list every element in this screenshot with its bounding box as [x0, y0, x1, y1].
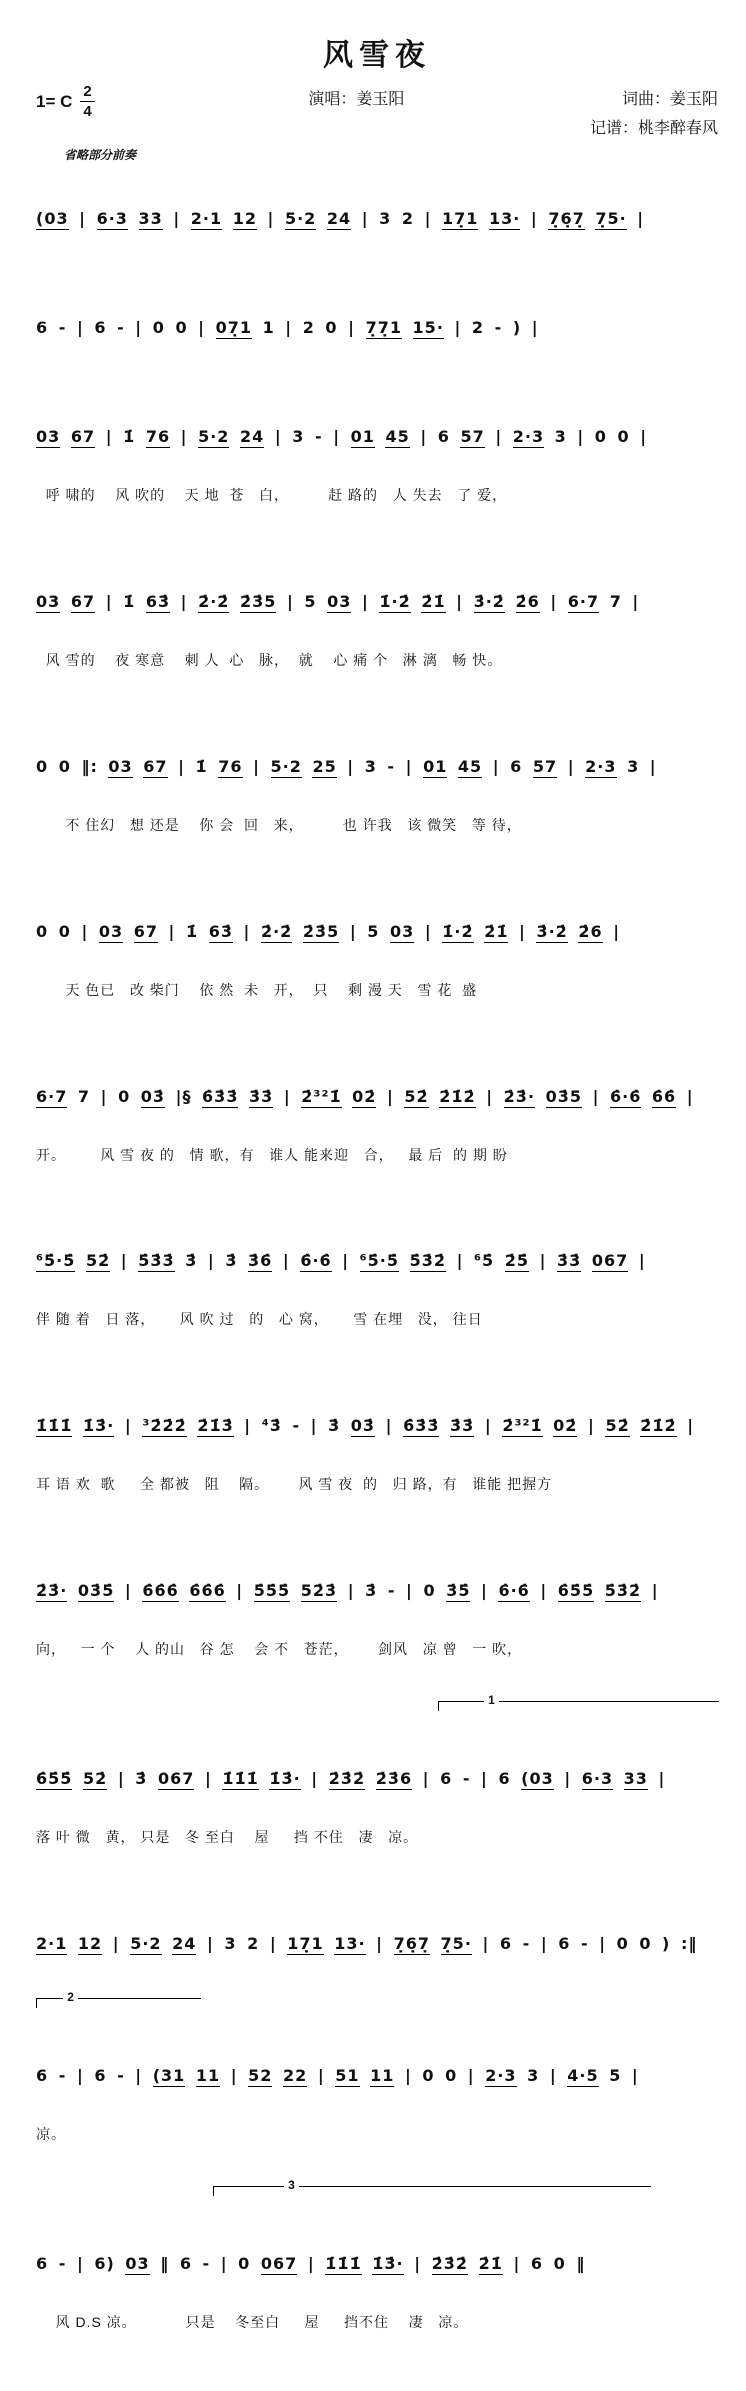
volta-number-3: 3	[284, 2178, 299, 2192]
time-signature-denominator: 4	[83, 103, 92, 120]
score-line-10	[36, 1543, 718, 1695]
score-body	[36, 171, 718, 2368]
score-line-8	[36, 1213, 718, 1365]
notation-line-5: 0 0 ‖: 03 67 | 1̇ 76 | 5·2 25 | 3 - | 01 45 | 6 57 | 2·3 3 |	[36, 756, 657, 776]
volta-bracket-2	[36, 1990, 201, 2008]
performer-credit: 演唱：姜玉阳	[308, 91, 405, 108]
time-signature-numerator: 2	[80, 84, 94, 102]
lyrics-line-14: 风 D.S 凉。 只是 冬至白 屋 挡不住 凄 凉。	[36, 2313, 469, 2330]
score-line-4	[36, 554, 718, 706]
score-line-14	[36, 2177, 718, 2368]
key-time-signature	[36, 84, 243, 119]
notation-line-9: 1̇1̇1̇ 1̇3̇· | ³2̇2̇2̇ 2̇1̇3̇ | ⁴3̇ - | 3̇ 03̇ | 6̇3̇3̇ 3̇3̇ | 2̇³²1̇ 02̇ | 52̇ 2̇1̇2̇ |	[36, 1416, 695, 1436]
lyrics-line-13: 凉。	[36, 2126, 66, 2143]
notation-line-13: 6 - | 6 - | (31 11 | 52 22 | 51 11 | 0 0 | 2·3 3 | 4·5 5 |	[36, 2066, 639, 2086]
notation-line-11: 6̇5̇5̇ 52̇ | 3̇ 067 | 1̇1̇1̇ 1̇3̇· | 2̇3̇2̇ 2̇3̇6 | 6 - | 6 (03 | 6·3 33 |	[36, 1769, 666, 1789]
notation-line-2: 6 - | 6 - | 0 0 | 07̣1 1 | 2 0 | 7̣7̣1 15· | 2 - ) |	[36, 318, 539, 337]
key-signature: 1= C	[36, 91, 73, 111]
score-header	[36, 84, 718, 144]
score-line-5	[36, 719, 718, 871]
lyrics-line-9: 耳 语 欢 歌 全 都被 阻 隔。 风 雪 夜 的 归 路，有 谁能 把握方	[36, 1476, 553, 1493]
transcriber-credit: 记谱：桃李醉春风	[589, 120, 718, 137]
lyrics-line-6: 天 色已 改 柴门 依 然 未 开， 只 剩 漫 天 雪 花 盛	[36, 981, 478, 998]
notation-line-4: 03 67 | 1̇ 63̇ | 2̇·2̇ 2̇3̇5 | 5 03 | 1̇·2̇ 2̇1̇ | 3̇·2̇ 2̇6 | 6·7 7 |	[36, 591, 640, 611]
lyrics-line-5: 不 住幻 想 还是 你 会 回 来， 也 许我 该 微笑 等 待，	[36, 816, 522, 833]
score-line-13	[36, 1990, 718, 2180]
lyrics-line-7: 开。 风 雪 夜 的 情 歌，有 谁人 能来迎 合， 最 后 的 期 盼	[36, 1146, 508, 1163]
lyrics-line-10: 向， 一 个 人 的山 谷 怎 会 不 苍茫， 剑风 凉 曾 一 吹，	[36, 1641, 523, 1658]
notation-line-10: 2̇3̇· 03̇5̇ | 6̇6̇6̇ 6̇6̇6̇ | 5̇5̇5̇ 52̇3̇ | 3̇ - | 0 3̇5̇ | 6̇·6̇ | 6̇5̇5̇ 5̇3̇2̇ |	[36, 1581, 659, 1601]
notation-line-6: 0 0 | 03 67 | 1̇ 63̇ | 2̇·2̇ 2̇3̇5 | 5 03 | 1̇·2̇ 2̇1̇ | 3̇·2̇ 2̇6 |	[36, 921, 621, 941]
volta-bracket-3	[213, 2177, 650, 2196]
score-line-7	[36, 1049, 718, 1201]
credits-column	[470, 84, 718, 144]
notation-line-14: 6 - | 6) 03 ‖ 6 - | 0 067 | 1̇1̇1̇ 1̇3̇· | 2̇3̇2̇ 2̇1̇ | 6 0 ‖	[36, 2253, 586, 2273]
score-line-1	[36, 171, 718, 267]
lyrics-line-11: 落 叶 微 黄， 只是 冬 至白 屋 挡 不住 凄 凉。	[36, 1829, 419, 1846]
volta-number-1: 1	[484, 1693, 499, 1707]
notation-line-1: (03 | 6·3 33 | 2·1 12 | 5·2 24 | 3 2 | 17̣1 13· | 7̣6̣7̣ 7̣5· |	[36, 209, 645, 228]
intro-omission-note: 省略部分前奏	[64, 148, 137, 162]
volta-bracket-1	[438, 1693, 719, 1711]
score-line-12	[36, 1896, 718, 1992]
time-signature	[80, 84, 94, 119]
lyrics-line-8: 伴 随 着 日 落， 风 吹 过 的 心 窝， 雪 在埋 没， 往日	[36, 1311, 483, 1328]
notation-line-8: ⁶5̇·5̇ 52̇ | 5̇3̇3̇ 3̇ | 3̇ 3̇6̇ | 6̇·6̇ | ⁶5̇·5̇ 5̇3̇2̇ | ⁶5̇ 2̇5̇ | 3̇3̇ 067 |	[36, 1251, 646, 1271]
lyrics-line-3: 呼 啸的 风 吹的 天 地 苍 白， 赶 路的 人 失去 了 爱，	[36, 487, 508, 503]
score-line-2	[36, 280, 718, 376]
song-title: 风雪夜	[323, 39, 431, 72]
volta-number-2: 2	[63, 1990, 78, 2004]
score-line-11	[36, 1693, 718, 1883]
notation-line-3: 03 67 | 1̇ 76 | 5·2 24 | 3 - | 01 45 | 6 57 | 2·3 3 | 0 0 |	[36, 427, 648, 446]
score-line-3	[36, 389, 718, 541]
score-line-6	[36, 884, 718, 1036]
score-line-9	[36, 1378, 718, 1530]
composer-credit: 词曲：姜玉阳	[621, 91, 718, 108]
notation-line-7: 6·7 7 | 0 03̇ |§ 6̇3̇3̇ 3̇3̇ | 2̇³²1̇ 02̇ | 52̇ 2̇1̇2̇ | 2̇3̇· 03̇5 | 6̇·6̇ 6̇6̇ |	[36, 1086, 694, 1106]
notation-line-12: 2·1 12 | 5·2 24 | 3 2 | 17̣1 13· | 7̣6̣7̣ 7̣5· | 6 - | 6 - | 0 0 ) :‖	[36, 1934, 698, 1954]
lyrics-line-4: 风 雪的 夜 寒意 刺 人 心 脉， 就 心 痛 个 淋 漓 畅 快。	[36, 651, 503, 668]
